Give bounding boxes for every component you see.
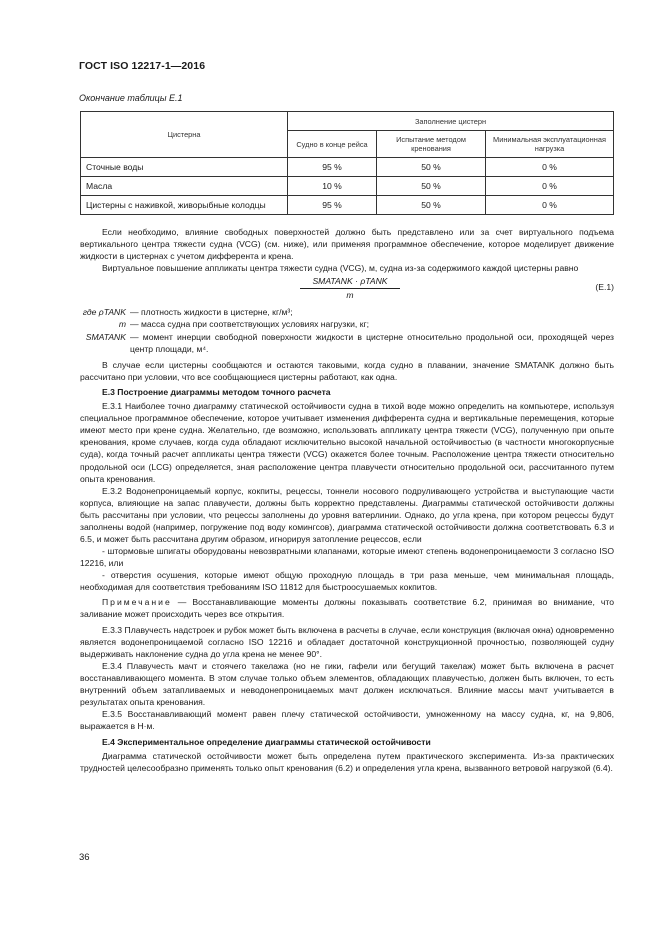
table-row — [81, 158, 614, 177]
paragraph: Диаграмма статической остойчивости может быть определена путем практического эксперимента. Из-за практических трудностей целесообразно применять только опыт кренования (6.2) и определения угла крена, вызванного ветровой нагрузкой (6.4). — [80, 750, 614, 773]
table-row — [81, 196, 614, 215]
table-cell: 0 % — [486, 177, 614, 196]
table-cell: 0 % — [486, 196, 614, 215]
formula-number: (E.1) — [595, 282, 614, 293]
table-cell: 10 % — [288, 177, 377, 196]
definition-key: где ρTANK — [82, 307, 126, 318]
table-header-group: Заполнение цистерн — [288, 112, 614, 131]
bullet-item: - отверстия осушения, которые имеют общую проходную площадь в три раза меньше, чем минимальная площадь, необходимая для соответствия требованиям ISO 11812 для быстроосушаемых кокпитов. — [80, 570, 614, 593]
definitions-list — [80, 306, 614, 354]
body-text — [80, 226, 614, 774]
formula-e1 — [80, 274, 614, 304]
document-header: ГОСТ ISO 12217-1—2016 — [79, 60, 206, 72]
table-cell: Сточные воды — [81, 158, 288, 177]
section-heading: Е.3 Построение диаграммы методом точного расчета — [102, 386, 331, 397]
table-cell: 50 % — [377, 158, 486, 177]
paragraph: Е.3.5 Восстанавливающий момент равен плечу статической остойчивости, умноженному на массу судна, кг, на 9,806, выражается в Н·м. — [80, 709, 614, 732]
formula-numerator: SMATANK · ρTANK — [312, 276, 388, 287]
table-row — [81, 177, 614, 196]
note — [80, 596, 614, 620]
definition-item — [80, 306, 614, 318]
table-header-col: Испытание методом кренования — [377, 131, 486, 158]
table-cell: Цистерны с наживкой, живорыбные колодцы — [81, 196, 288, 215]
table-cell: 0 % — [486, 158, 614, 177]
definition-text: — плотность жидкости в цистерне, кг/м³; — [130, 307, 293, 318]
page-number: 36 — [79, 852, 90, 863]
table-cell: 50 % — [377, 177, 486, 196]
definition-text: — масса судна при соответствующих условиях нагрузки, кг; — [130, 319, 369, 330]
note-text: — Восстанавливающие моменты должны показывать соответствие 6.2, принимая во внимание, что заливание может происходить через все открытия. — [80, 596, 614, 619]
paragraph: Виртуальное повышение аппликаты центра тяжести судна (VCG), м, судна из-за содержимого каждой цистерны равно — [102, 263, 579, 274]
table-cell: Масла — [81, 177, 288, 196]
table-header-tank: Цистерна — [81, 112, 288, 158]
table-header-col: Судно в конце рейса — [288, 131, 377, 158]
paragraph: Если необходимо, влияние свободных поверхностей должно быть представлено или за счет виртуального подъема вертикального центра тяжести судна (VCG) (см. ниже), или применяя программное обеспечение, которое моделирует движение жидкости в цистернах с учетом дифферента и крена. — [80, 227, 614, 262]
section-heading: Е.4 Экспериментальное определение диаграммы статической остойчивости — [102, 736, 431, 747]
table-caption: Окончание таблицы Е.1 — [79, 93, 183, 103]
table-cell: 95 % — [288, 196, 377, 215]
paragraph: Е.3.3 Плавучесть надстроек и рубок может быть включена в расчеты в случае, если конструкция (включая окна) одновременно является водонепроницаемой согласно ISO 12216 и обладает достаточной конструкционной прочностью, позволяющей судну выдерживать наклонение судна до угла крена не менее 90°. — [80, 624, 614, 659]
bullet-item: - штормовые шпигаты оборудованы невозвратными клапанами, которые имеют степень водонепроницаемости 3 согласно ISO 12216, или — [80, 546, 614, 569]
formula-fraction — [300, 275, 400, 301]
paragraph: Е.3.1 Наиболее точно диаграмму статической остойчивости судна в тихой воде можно определить на компьютере, используя специальное программное обеспечение, которое учитывает изменения дифферента судна и вертикальные перемещения, которые имеют место при крене судна. Желательно, где возможно, использовать аппликату центра тяжести (VCG), полученную при опыте кренования, кроме случаев, когда суда обладают исключительно высокой начальной остойчивостью (в частности многокорпусные суда), когда точный расчет аппликаты центра тяжести (VCG) окажется более точным. Расположение центра тяжести относительно продольной оси (LCG) определяется, зная расположение центра плавучести относительно продольной оси, рассчитанного путем опыта кренования. — [80, 401, 614, 484]
table-cell: 50 % — [377, 196, 486, 215]
paragraph: В случае если цистерны сообщаются и остаются таковыми, когда судно в плавании, значение SMATANK должно быть рассчитано при условии, что все сообщающиеся цистерны работают, как одна. — [80, 359, 614, 382]
tank-fill-table — [80, 111, 614, 215]
definition-key: SMATANK — [85, 331, 126, 342]
definition-key: m — [118, 319, 126, 330]
paragraph: Е.3.2 Водонепроницаемый корпус, кокпиты, рецессы, тоннели носового подруливающего устройства и выступающие части корпуса, влияющие на запас плавучести, должны быть корректно представлены. Диаграммы статической остойчивости должны быть рассчитаны при условии, что рецессы заполнены до уровня ватерлинии. Однако, до угла крена, при котором рецессы будут заполнены водой (например, погружение под воду комингсов), диаграмма статической остойчивости должна соответствовать 6.3 и 6.5, и может быть рассчитана другим образом, игнорируя затопление рецессов, если — [80, 485, 614, 545]
definition-item — [80, 318, 614, 330]
paragraph: Е.3.4 Плавучесть мачт и стоячего такелажа (но не гики, гафели или бегущий такелаж) может быть включена в расчет восстанавливающего момента. В этом случае только объем элементов, обладающих плавучестью, должен быть включен, то есть внутренний объем затапливаемых и неводонепроницаемых мачт должен исключаться. Влияние массы мачт учитывается в результатах опыта кренования. — [80, 661, 614, 708]
table-header-col: Минимальная эксплуатационная нагрузка — [486, 131, 614, 158]
formula-denominator: m — [346, 290, 354, 301]
table-cell: 95 % — [288, 158, 377, 177]
note-label: Примечание — [102, 596, 172, 607]
definition-text: — момент инерции свободной поверхности жидкости в цистерне относительно продольной оси, проходящей через центр площади, м⁴. — [130, 331, 614, 354]
definition-item — [80, 331, 614, 355]
